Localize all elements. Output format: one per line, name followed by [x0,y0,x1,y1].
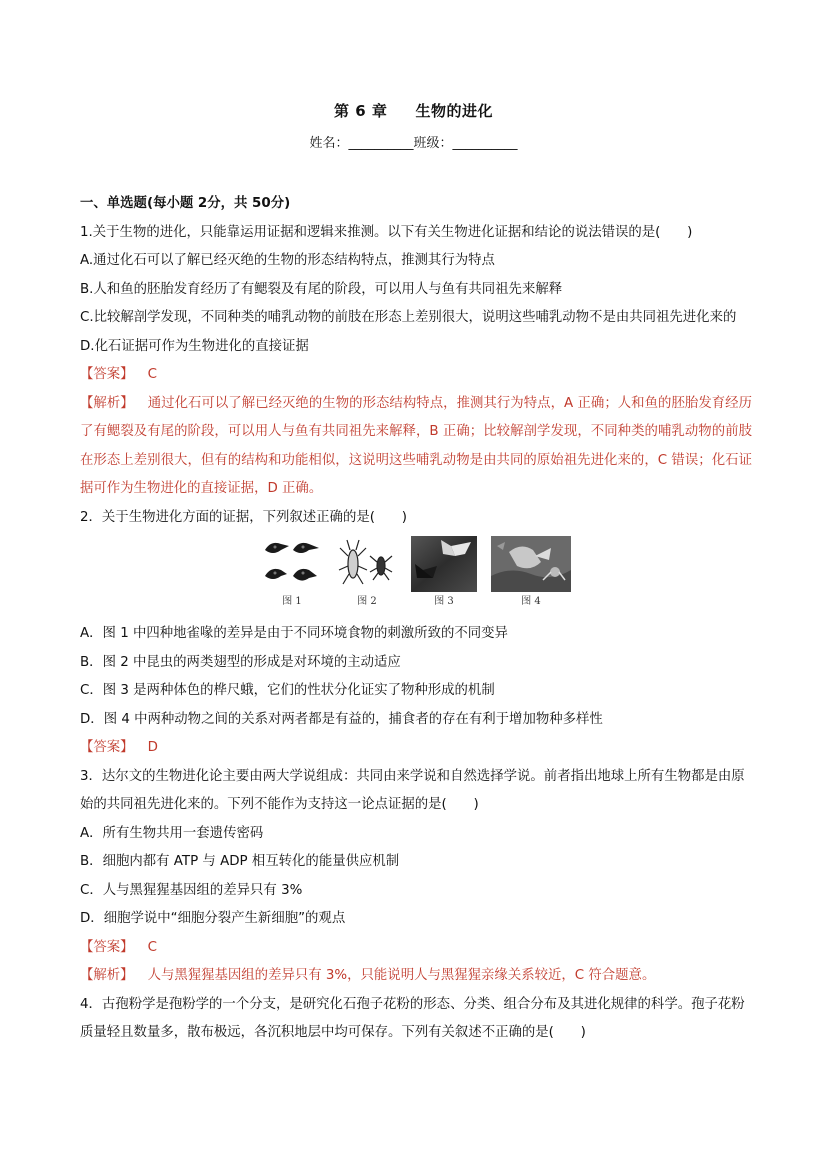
option-a: A.通过化石可以了解已经灭绝的生物的形态结构特点，推测其行为特点 [80,253,495,268]
question-1 [80,219,752,504]
peppered-moths-image [411,536,477,592]
predator-prey-image [491,536,571,592]
option-b: B．图 2 中昆虫的两类翅型的形成是对环境的主动适应 [80,654,401,670]
class-label: 班级： [413,136,453,151]
analysis-block [80,962,752,991]
question-stem: 3．达尔文的生物进化论主要由两大学说组成：共同由来学说和自然选择学说。前者指出地球上所有生物都是由原始的共同祖先进化来的。下列不能作为支持这一论点证据的是( ) [80,768,745,812]
option-c: C．图 3 是两种体色的桦尺蛾，它们的性状分化证实了物种形成的机制 [80,683,495,698]
figure-2 [337,536,397,610]
page-title [0,100,827,121]
insects-image [337,536,397,592]
option-a: A．图 1 中四种地雀喙的差异是由于不同环境食物的刺激所致的不同变异 [80,626,508,641]
option-b: B．细胞内都有 ATP 与 ADP 相互转化的能量供应机制 [80,854,400,869]
option-d: D.化石证据可作为生物进化的直接证据 [80,338,309,354]
figure-strip [80,536,752,618]
analysis-label: 【解析】 [80,968,134,983]
answer-label: 【答案】 [80,740,134,755]
name-label: 姓名： [309,136,349,151]
class-blank[interactable]: __________ [452,136,518,151]
figure-4-caption: 图 4 [521,596,541,607]
question-stem: 1.关于生物的进化，只能靠运用证据和逻辑来推测。以下有关生物进化证据和结论的说法错误的是( ) [80,224,693,240]
figure-1 [261,536,323,610]
answer-value: C [147,367,157,382]
answer-row [80,734,752,763]
figure-2-caption: 图 2 [357,596,377,607]
question-2 [80,504,752,763]
figure-1-caption: 图 1 [282,596,302,607]
analysis-block [80,390,752,504]
finch-beaks-image [261,536,323,592]
student-info-row [0,132,827,151]
option-c: C.比较解剖学发现，不同种类的哺乳动物的前肢在形态上差别很大，说明这些哺乳动物不是由共同祖先进化来的 [80,310,737,325]
analysis-label: 【解析】 [80,395,134,411]
figure-4 [491,536,571,610]
option-c: C．人与黑猩猩基因组的差异只有 3% [80,882,303,898]
figure-3-caption: 图 3 [434,596,454,607]
chapter-title: 生物的进化 [415,102,493,120]
answer-row [80,934,752,963]
option-d: D．细胞学说中“细胞分裂产生新细胞”的观点 [80,911,346,926]
answer-value: D [147,740,158,755]
question-3 [80,763,752,991]
analysis-text: 通过化石可以了解已经灭绝的生物的形态结构特点，推测其行为特点，A 正确；人和鱼的胚胎发育经历了有鳃裂及有尾的阶段，可以用人与鱼有共同祖先来解释，B 正确；比较解剖学发现，不同种类的哺乳动物的前肢在形态上差别很大，但有的结构和功能相似，这说明这些哺乳动物是由共同的原始祖先进化来的，C 错误；化石证据可作为生物进化的直接证据，D 正确。 [80,395,752,496]
option-b: B.人和鱼的胚胎发育经历了有鳃裂及有尾的阶段，可以用人与鱼有共同祖先来解释 [80,281,563,297]
section-title: 一、单选题(每小题 2分，共 50分) [80,196,291,211]
question-stem: 2．关于生物进化方面的证据，下列叙述正确的是( ) [80,509,407,525]
figure-3 [411,536,477,610]
answer-label: 【答案】 [80,939,134,955]
question-4 [80,991,752,1048]
option-a: A．所有生物共用一套遗传密码 [80,825,264,841]
question-content [80,190,752,1048]
chapter-number: 第 6 章 [334,102,388,120]
answer-value: C [147,939,157,955]
answer-row [80,361,752,390]
analysis-text: 人与黑猩猩基因组的差异只有 3%，只能说明人与黑猩猩亲缘关系较近，C 符合题意。 [147,968,656,983]
question-stem: 4．古孢粉学是孢粉学的一个分支，是研究化石孢子花粉的形态、分类、组合分布及其进化规律的科学。孢子花粉质量轻且数量多，散布极远，各沉积地层中均可保存。下列有关叙述不正确的是( ) [80,996,745,1040]
answer-label: 【答案】 [80,367,134,382]
name-blank[interactable]: __________ [348,136,414,151]
option-d: D．图 4 中两种动物之间的关系对两者都是有益的，捕食者的存在有利于增加物种多样性 [80,711,603,727]
